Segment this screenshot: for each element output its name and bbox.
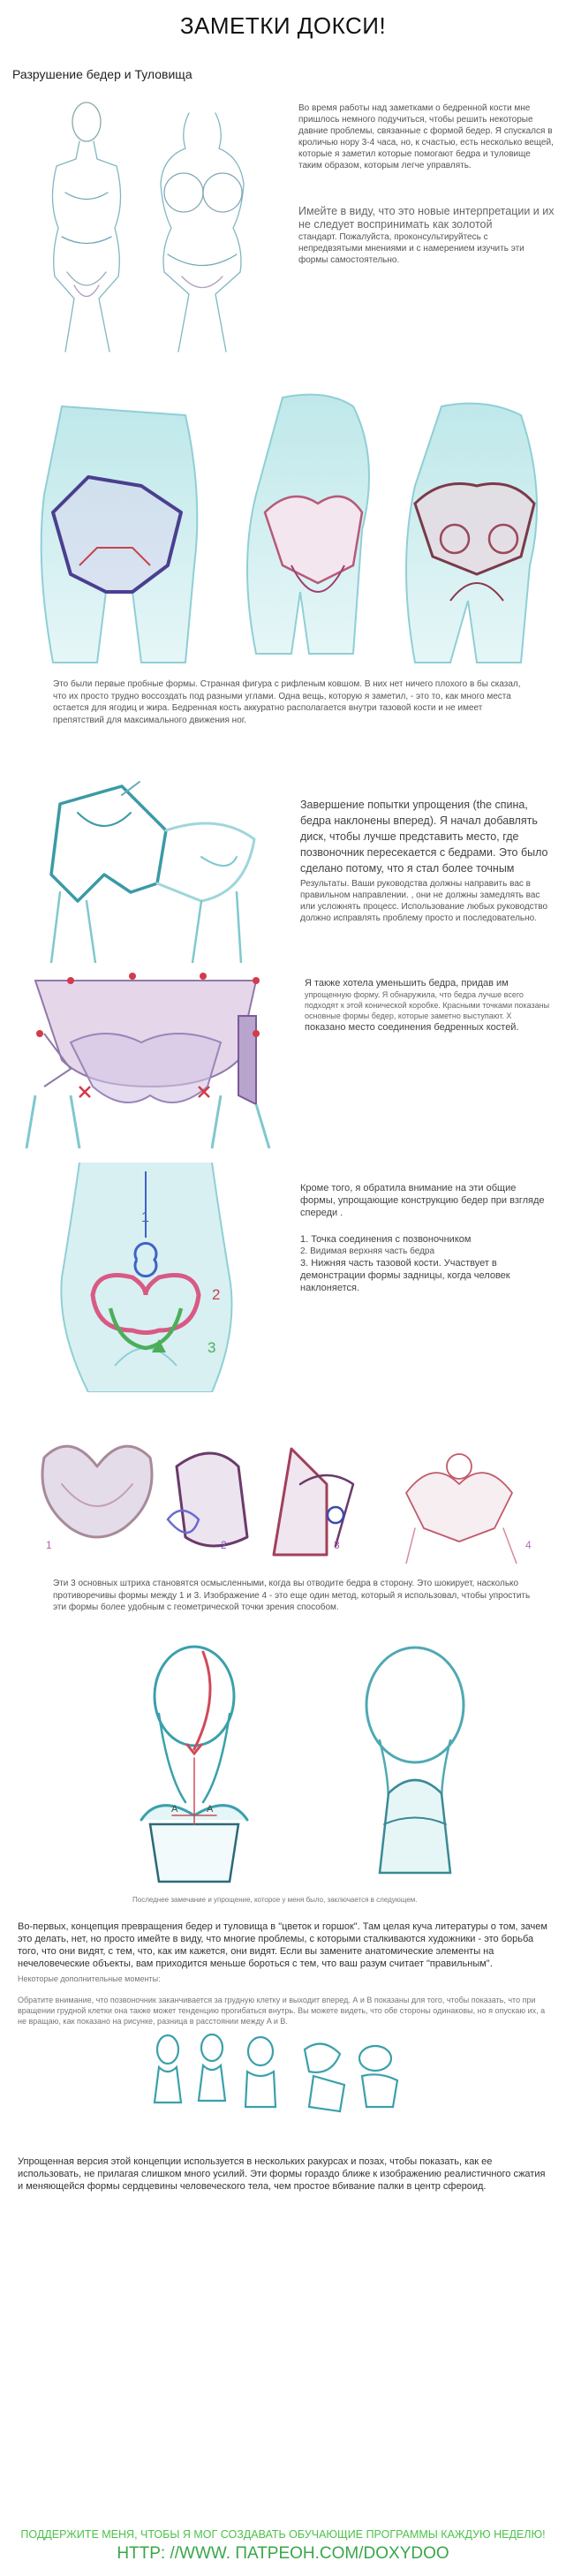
- conical-box-hips-figure: [18, 963, 283, 1148]
- label-3: 3: [208, 1339, 216, 1356]
- side-hips-figure: [35, 1431, 539, 1564]
- conical-box-detail: упрощенную форму. Я обнаружила, что бедра лучше всего подходят к этой конической коробке. Красными точками показаны основные формы бедер, которые заметно выступают. X: [305, 990, 550, 1020]
- front-view-lead: Кроме того, я обратила внимание на эти общие формы, упрощающие конструкцию бедер при взгляде спереди .: [300, 1183, 545, 1218]
- intro-paragraph: Во время работы над заметками о бедренной кости мне пришлось немного подучиться, чтобы решить некоторые давние проблемы, связанные с формой бедер. Я спускался в кроличью нору 3-4 часа, но, к счастью, есть несколько вещей, которые я заметил которые помогают бедра и туловище таким образом, которым легче управлять.: [298, 103, 554, 170]
- simplified-hips-figure: [25, 777, 281, 963]
- view-label-1: 1: [46, 1539, 52, 1551]
- label-2: 2: [212, 1286, 221, 1303]
- first-shapes-paragraph: Это были первые пробные формы. Странная фигура с рифленым ковшом. В них нет ничего плохого в бы сказал, что их просто трудно воссоздать под разными углами. Одна вещь, которую я заметил, - это то, как много места остается для ягодиц и жира. Бедренная кость аккуратно располагается внутри тазовой кости и не имеет препятствий для максимального движения ног.: [53, 679, 521, 725]
- front-view-item-3: 3. Нижняя часть тазовой кости. Участвует в демонстрации формы задницы, когда человек наклоняется.: [300, 1258, 510, 1293]
- front-hips-figure: [35, 1154, 265, 1392]
- flower-pot-caption: Последнее замечание и упрощение, которое у меня было, заключается в следующем.: [132, 1896, 418, 1904]
- view-label-3: 3: [334, 1539, 340, 1551]
- small-poses-figure: [150, 2032, 415, 2120]
- flower-pot-figure: [124, 1643, 539, 1890]
- page-title: ЗАМЕТКИ ДОКСИ!: [179, 12, 387, 39]
- intro-note: Имейте в виду, что это новые интерпретации и их не следует воспринимать как золотой: [298, 205, 555, 231]
- page-header: [0, 0, 566, 57]
- section-title: Разрушение бедер и Туловища: [12, 67, 192, 81]
- label-1: 1: [141, 1210, 149, 1225]
- front-view-item-1: 1. Точка соединения с позвоночником: [300, 1234, 472, 1245]
- flower-pot-paragraph: Во-первых, концепция превращения бедер и туловища в "цветок и горшок". Там целая куча литературы о том, зачем это делать, нет, но просто имейте в виду, что многие проблемы, с которыми сталкиваются художники - это борьба того, что они видят, с тем, что, как им кажется, они видят. Если вы замените анатомические элементы на нечеловеческие объекты, вам приходится меньше бороться с тем, что ваш разум считает "правильным".: [18, 1921, 547, 1969]
- side-view-paragraph: Эти 3 основных штриха становятся осмысленными, когда вы отводите бедра в сторону. Это шокирует, насколько противоречивы формы между 1 и 3. Изображение 4 - это еще один метод, который я использовал, чтобы упростить эти формы более удобным с геометрической точки зрения способом.: [53, 1579, 531, 1612]
- front-view-text: [300, 1182, 552, 1294]
- front-view-item-2: 2. Видимая верхняя часть бедра: [300, 1246, 435, 1256]
- simplified-version-paragraph: Упрощенная версия этой концепции используется в нескольких ракурсах и позах, чтобы показать, как ее использовать, не прилагая слишком много усилий. Эти формы гораздо ближе к изображению реалистичного сжатия и меняющейся формы сердцевины человеческого тела, чем простое вбивание палки в центр сфероид.: [18, 2156, 546, 2192]
- additional-points-text: Обратите внимание, что позвоночник заканчивается за грудную клетку и выходит вперед. А и В показаны для того, чтобы показать, что при вращении грудной клетки она также может тенденцию прогибаться внутрь. Вы можете видеть, что обе стороны одинаковы, но я опускаю их, а не вращаю, как показано на рисунке, разница в расстоянии между A и B.: [18, 1996, 546, 2026]
- additional-points-heading: Некоторые дополнительные моменты:: [18, 1974, 161, 1983]
- support-line: ПОДДЕРЖИТЕ МЕНЯ, ЧТОБЫ Я МОГ СОЗДАВАТЬ ОБУЧАЮЩИЕ ПРОГРАММЫ КАЖДУЮ НЕДЕЛЮ!: [20, 2528, 546, 2541]
- marker-a-left: A: [171, 1804, 178, 1815]
- front-view-list: [300, 1233, 552, 1294]
- torso-sketches-figure: [12, 95, 277, 360]
- marker-a-right: A: [207, 1804, 214, 1815]
- conical-box-lead: Я также хотела уменьшить бедра, придав им: [305, 978, 509, 989]
- hip-shapes-figure: [26, 389, 547, 671]
- simplification-lead: Завершение попытки упрощения (the спина, бедра наклонены вперед). Я начал добавлять диск, чтобы лучше представить место, где позвоночник пересекается с бедрами. Это было сделано потому, что я стал более точным: [300, 799, 548, 875]
- view-label-2: 2: [221, 1539, 227, 1551]
- simplification-text: [300, 797, 552, 924]
- simplification-rest: Результаты. Ваши руководства должны направить вас в правильном направлении. , они не должны замедлять вас или усложнять процесс. Использование любых руководство должно исправлять проблему просто и последовательно.: [300, 879, 548, 923]
- conical-box-end: показано место соединения бедренных костей.: [305, 1022, 519, 1033]
- patreon-link[interactable]: HTTP: //WWW. ПАТРЕОН.COM/DOXYDOO: [117, 2544, 449, 2563]
- intro-note-continued: стандарт. Пожалуйста, проконсультируйтесь с непредвзятыми мнениями и с намерением изучить эти формы самостоятельно.: [298, 232, 524, 265]
- view-label-4: 4: [525, 1539, 532, 1551]
- conical-box-text: [305, 977, 552, 1034]
